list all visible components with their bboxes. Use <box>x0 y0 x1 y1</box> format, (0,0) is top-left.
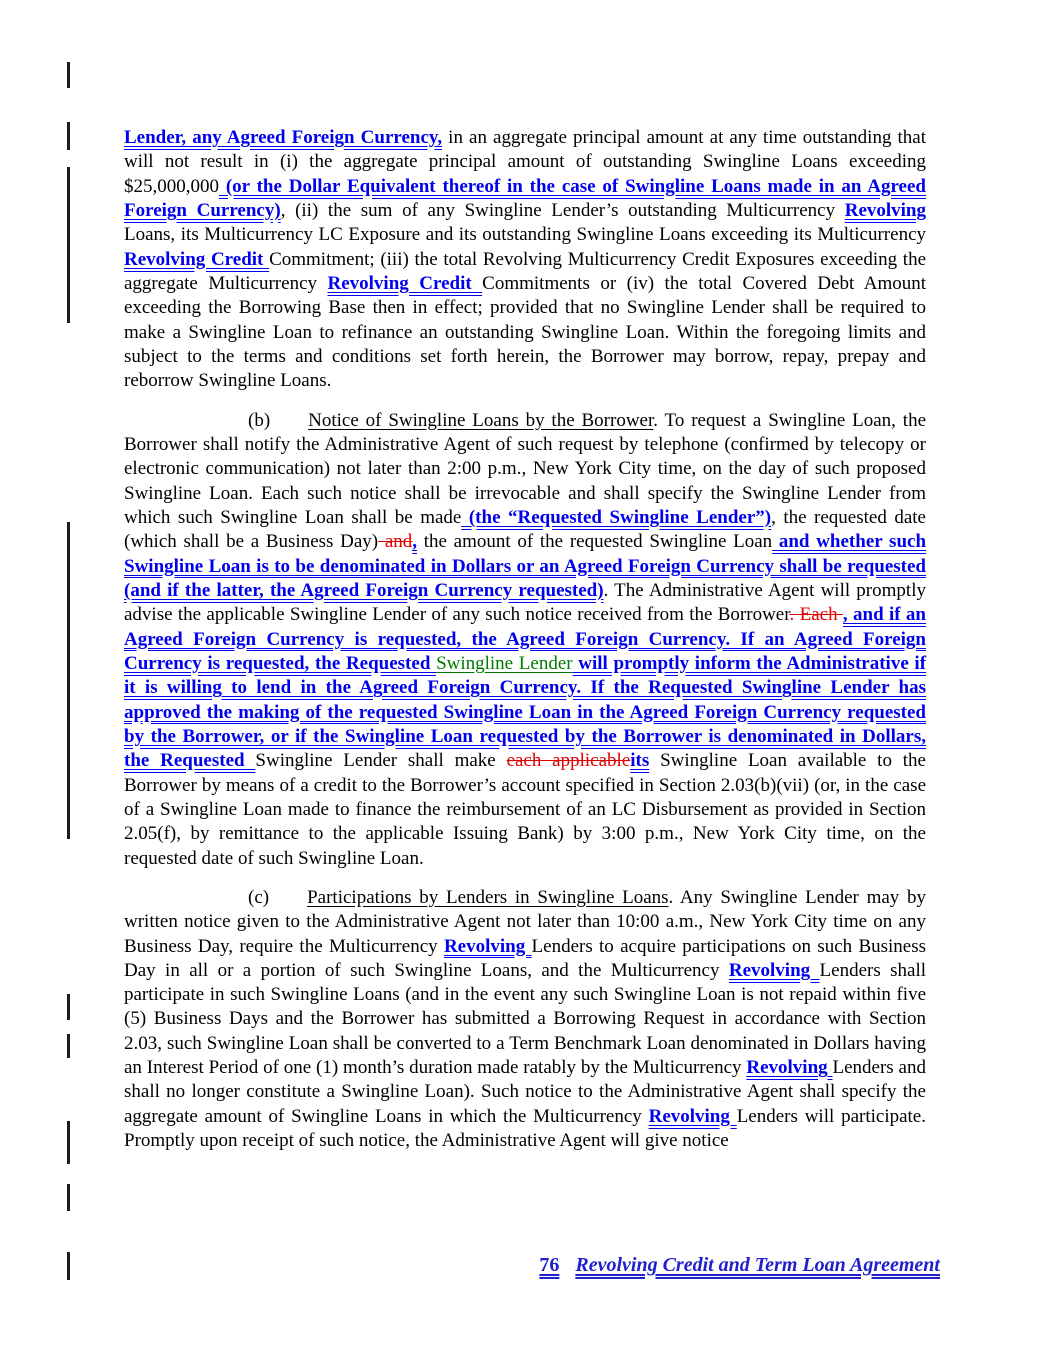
text-run-heading: Participations by Lenders in Swingline Loans <box>307 886 669 908</box>
text-run-del: and <box>378 531 413 553</box>
paragraph <box>124 126 926 394</box>
text-run-text: in an aggregate principal amount at any time outstanding that will not result in (i) the aggregate principal amount of outstanding Swingline Loans exceeding $25,000,000 <box>124 127 927 197</box>
paragraph <box>124 886 926 1154</box>
page-number: 76 <box>539 1254 560 1276</box>
change-bar <box>67 1034 70 1058</box>
text-run-text: Lenders shall participate in such Swingline Loans (and in the event any such Swingline Loan is not repaid within five (5) Business Days and the Borrower has submitted a Borrowing Request in accordance with Section 2.03, such Swingline Loan shall be converted to a Term Benchmark Loan denominated in Dollars having an Interest Period of one (1) month’s duration made ratably by the Multicurrency <box>124 959 926 1079</box>
text-run-del: each applicable <box>506 750 631 772</box>
change-bar <box>67 994 70 1020</box>
text-run-ins: , <box>412 531 418 553</box>
text-run-text: Loans, its Multicurrency LC Exposure and its outstanding Swingline Loans exceeding its Multicurrency <box>124 224 926 246</box>
text-run-green: Swingline Lender <box>436 652 573 674</box>
text-run-text: , (ii) the sum of any Swingline Lender’s outstanding Multicurrency <box>280 199 845 221</box>
text-run-ins: Revolving <box>844 199 926 221</box>
text-run-ins: Revolving Credit <box>124 248 270 270</box>
change-bar <box>67 1121 70 1164</box>
text-run-ins: , and if an Agreed Foreign Currency is requested, the Agreed Foreign Currency. If an Agreed Foreign Currency is requested, the Requested <box>124 604 926 674</box>
text-run-text: Commitments or (iv) the total Covered Debt Amount exceeding the Borrowing Base then in effect; provided that no Swingline Lender shall be required to make a Swingline Loan to refinance an outstanding Swingline Loan. Within the foregoing limits and subject to the terms and conditions set forth herein, the Borrower may borrow, repay, prepay and reborrow Swingline Loans. <box>124 272 926 392</box>
text-run-text: Lenders will participate. Promptly upon receipt of such notice, the Administrative Agent will give notice <box>124 1105 926 1152</box>
text-run-ins: its <box>630 750 650 772</box>
text-run-text: (b) <box>248 409 271 431</box>
text-run-text: the amount of the requested Swingline Loan <box>417 531 773 553</box>
page-footer <box>0 1254 940 1277</box>
text-run-ins: Revolving <box>728 959 820 981</box>
change-bar <box>67 122 70 150</box>
change-bar <box>67 522 70 839</box>
text-run-ins: and whether such Swingline Loan is to be denominated in Dollars or an Agreed Foreign Currency shall be requested (and if the latter, the Agreed Foreign Currency requested) <box>124 531 927 601</box>
text-run-ins: (the “Requested Swingline Lender”) <box>461 506 772 528</box>
text-run-text: , the requested date (which shall be a Business Day) <box>124 506 926 553</box>
text-run-ins: Revolving <box>443 935 532 957</box>
text-run-text: Lenders to acquire participations on such Business Day in all or a portion of such Swingline Loans, and the Multicurrency <box>124 935 927 981</box>
document-body <box>124 126 926 1168</box>
text-run-text: Lenders and shall no longer constitute a Swingline Loan). Such notice to the Administrative Agent shall specify the aggregate amount of Swingline Loans in which the Multicurrency <box>124 1057 926 1127</box>
change-bar <box>67 167 70 323</box>
paragraph <box>124 409 926 871</box>
text-run-text: Swingline Lender shall make <box>255 750 507 772</box>
text-run-ins: Revolving <box>648 1105 737 1127</box>
text-run-ins: (or the Dollar Equivalent thereof in the case of Swingline Loans made in an Agreed Foreign Currency) <box>124 175 926 221</box>
text-run-text: . The Administrative Agent will promptly advise the applicable Swingline Lender of any such notice received from the Borrower <box>124 579 926 626</box>
change-bar <box>67 1184 70 1211</box>
footer-doc-title: Revolving Credit and Term Loan Agreement <box>575 1254 940 1276</box>
text-run-text: Commitment; (iii) the total Revolving Multicurrency Credit Exposures exceeding the aggregate Multicurrency <box>124 248 926 294</box>
text-run-ins: Lender, any Agreed Foreign Currency, <box>124 127 443 148</box>
text-run-ins: Revolving Credit <box>327 272 483 294</box>
text-run-ins: will promptly inform the Administrative if it is willing to lend in the Agreed Foreign Currency. If the Requested Swingline Lender has approved the making of the requested Swingline Loan in the Agreed Foreign Currency requested by the Borrower, or if the Swingline Loan requested by the Borrower is denominated in Dollars, the Requested <box>124 652 927 772</box>
text-run-text: (c) <box>248 886 270 908</box>
text-run-text: Swingline Loan available to the Borrower by means of a credit to the Borrower’s account specified in Section 2.03(b)(vii) (or, in the case of a Swingline Loan made to finance the reimbursement of an LC Disbursement as provided in Section 2.05(f), by remittance to the applicable Issuing Bank) by 3:00 p.m., New York City time, on the requested date of such Swingline Loan. <box>124 750 926 869</box>
text-run-ins: Revolving <box>746 1057 833 1079</box>
text-run-text: . To request a Swingline Loan, the Borrower shall notify the Administrative Agent of such request by telephone (confirmed by telecopy or electronic communication) not later than 2:00 p.m., New York City time, on the day of such proposed Swingline Loan. Each such notice shall be irrevocable and shall specify the Swingline Lender from which such Swingline Loan shall be made <box>124 409 927 528</box>
text-run-text: . Any Swingline Lender may by written notice given to the Administrative Agent not later than 10:00 a.m., New York City time on any Business Day, require the Multicurrency <box>124 886 926 957</box>
text-run-del: . Each <box>789 604 843 626</box>
text-run-heading: Notice of Swingline Loans by the Borrower <box>308 409 654 431</box>
change-bar <box>67 62 70 88</box>
